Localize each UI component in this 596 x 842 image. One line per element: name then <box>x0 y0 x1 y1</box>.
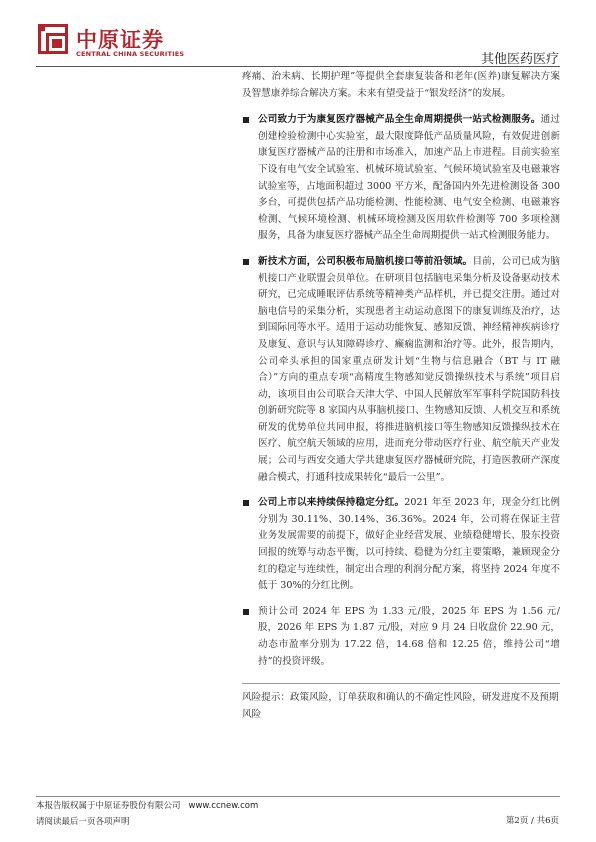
footer-copyright: 本报告版权属于中原证券股份有限公司 <box>36 801 181 811</box>
bullet-detection-service <box>242 112 560 245</box>
bullet-body: 通过创建检验检测中心实验室，最大限度降低产品质量风险，有效促进创新康复医疗器械产品的注册和市场准入，加速产品上市进程。目前实验室下设有电气安全试验室、机械环境试验室、气候环境试验室及电磁兼容试验室等，占地面积超过 3000 平方米，配备国内外先进检测设备 300 多台，可提供包括产品功能检测、性能检测、电气安全检测、电磁兼容检测、气候环境检测、机械环境检测及医用软件检测等 700 多项检测服务，具备为康复医疗器械产品全生命周期提供一站式检测服务能力。 <box>258 114 561 242</box>
page-number: 第2页 / 共6页 <box>505 816 559 826</box>
logo-english-text: CENTRAL CHINA SECURITIES <box>76 50 185 58</box>
page-header <box>0 0 596 70</box>
bullet-marker <box>243 117 249 123</box>
bullet-body: 目前，公司已成为脑机接口产业联盟会员单位。在研项目包括脑电采集分析及设备驱动技术研究，已完成睡眠评估系统等精神类产品样机，并已提交注册。通过对脑电信号的采集分析，实现患者主动运动意图下的康复训练及治疗，达到国际同等水平。适用于运动功能恢复、感知反馈、神经精神疾病诊疗及康复、意识与认知障碍诊疗、癫痫监测和治疗等。此外，报告期内，公司牵头承担的国家重点研发计划“生物与信息融合（BT 与 IT 融合）”方向的重点专项“高精度生物感知觉反馈操纵技术与系统”项目启动，该项目由公司联合天津大学、中国人民解放军军事科学院国防科技创新研究院等 8 家国内从事脑机接口、生物感知反馈、人机交互和系统研发的优势单位共同申报，将推进脑机接口等生物感知反馈操纵技术在医疗、航空航天领域的应用，进而充分带动医疗行业、航空航天产业发展；公司与西安交通大学共建康复医疗器械研究院，打造医教研产深度融合模式，打通科技成果转化“最后一公里”。 <box>258 255 561 483</box>
bullet-lead: 公司致力于为康复医疗器械产品全生命周期提供一站式检测服务。 <box>258 114 541 126</box>
bullet-paragraph <box>258 254 560 486</box>
bullet-lead: 新技术方面，公司积极布局脑机接口等前沿领域。 <box>258 255 473 267</box>
main-content <box>242 68 560 723</box>
bullet-bci-technology <box>242 254 560 486</box>
footer-url-link[interactable]: www.ccnew.com <box>188 801 259 811</box>
bullet-marker <box>243 500 249 506</box>
footer-disclaimer: 请阅读最后一页各项声明 <box>36 817 130 827</box>
bullet-marker <box>243 609 249 615</box>
bullet-eps-forecast <box>242 604 560 670</box>
footer-left <box>36 798 258 830</box>
intro-paragraph: 疼痛、治未病、长期护理”等提供全套康复装备和老年(医养)康复解决方案及智慧康养综合解决方案。未来有望受益于“银发经济”的发展。 <box>242 71 560 99</box>
bullet-paragraph <box>258 112 560 245</box>
bullet-paragraph <box>258 495 560 595</box>
section-title: 其他医药医疗 <box>480 52 559 67</box>
bullet-marker <box>243 259 249 265</box>
risk-warning: 风险提示：政策风险，订单获取和确认的不确定性风险，研发进度不及预期风险 <box>242 683 560 723</box>
bullet-lead: 公司上市以来持续保持稳定分红。 <box>258 497 405 509</box>
bullet-body: 2021 年至 2023 年，现金分红比例分别为 30.11%、30.14%、36.36%。2024 年，公司将在保证主营业务发展需要的前提下，做好企业经营发展、业绩稳健增长、股东投资回报的统筹与动态平衡，以可持续、稳健为分红主要策略，兼顾现金分红的稳定与连续性，制定出合理的利润分配方案，将坚持 2024 年度不低于 30%的分红比例。 <box>258 497 561 592</box>
header-divider <box>36 66 560 67</box>
bullet-dividend <box>242 495 560 595</box>
logo-icon <box>38 24 68 54</box>
bullet-paragraph <box>258 604 560 670</box>
bullet-body: 预计公司 2024 年 EPS 为 1.33 元/股，2025 年 EPS 为 1.56 元/股，2026 年 EPS 为 1.87 元/股，对应 9 月 24 日收盘价 22.90 元，动态市盈率分别为 17.22 倍，14.68 倍和 12.25 倍，维持公司“增持”的投资评级。 <box>258 605 560 667</box>
logo-text: 中原证券 <box>76 28 164 52</box>
footer-copyright-line <box>36 798 258 814</box>
footer-divider <box>36 796 560 797</box>
